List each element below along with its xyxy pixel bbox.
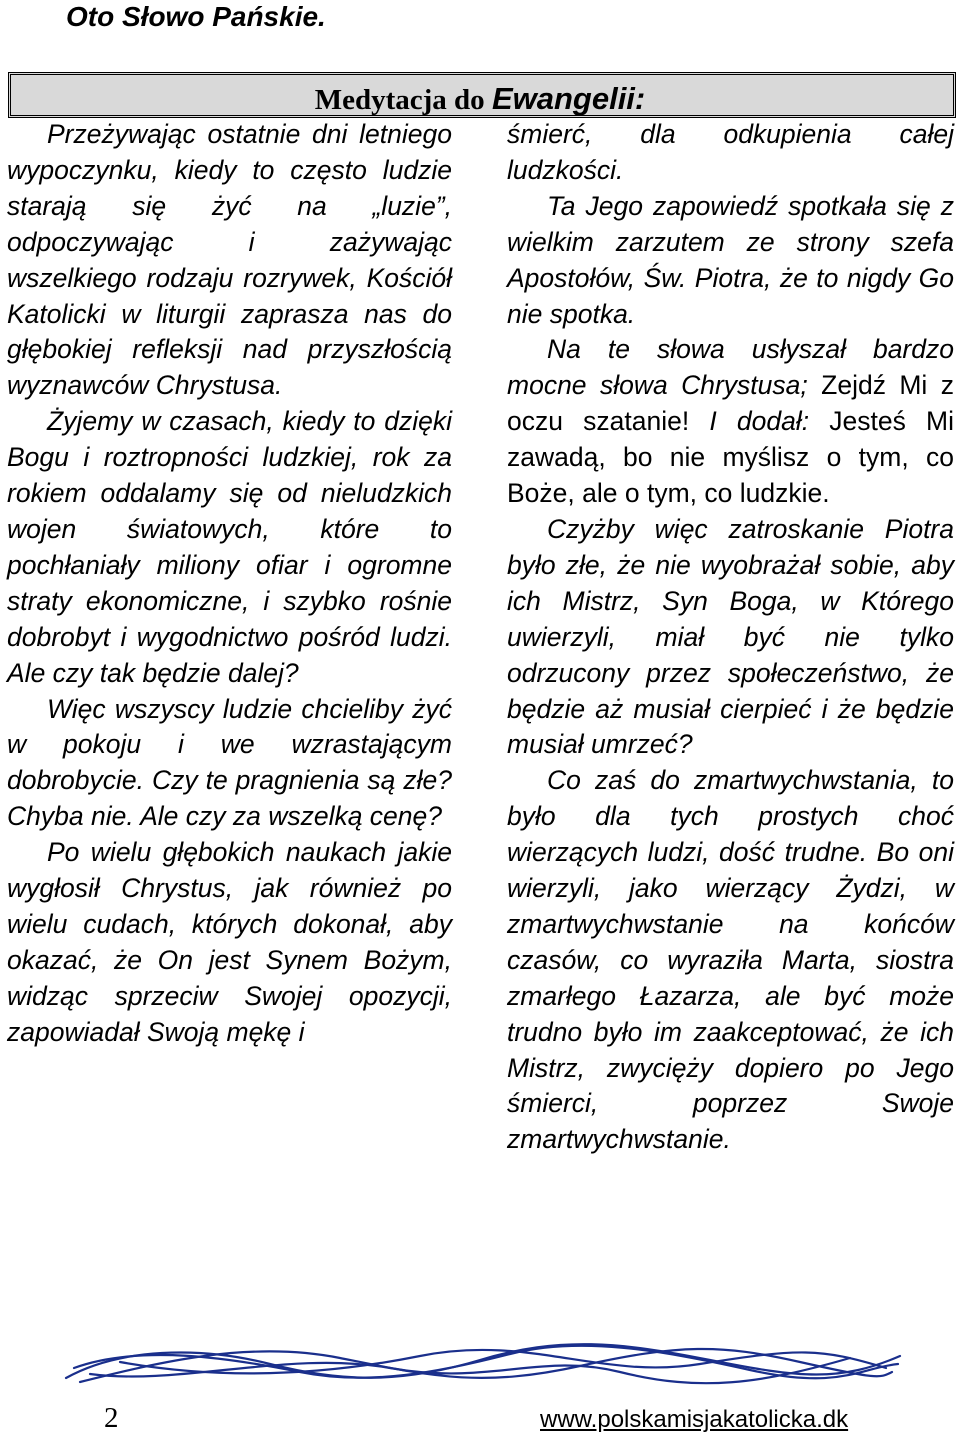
page-number: 2 xyxy=(104,1402,119,1434)
christ-quote-1: Zejdź Mi z oczu szatanie! xyxy=(507,370,954,437)
christ-quote-2: Jesteś Mi zawadą, bo nie myślisz o tym, co Boże, ale o tym, co ludzkie. xyxy=(507,406,954,509)
left-paragraph-1: Przeżywając ostatnie dni letniego wypoczynku, kiedy to często ludzie starają się żyć na „luzie”, odpoczywając i zażywając wszelkiego rodzaju rozrywek, Kościół Katolicki w liturgii zaprasza nas do głębokiej refleksji nad przyszłością wyznawców Chrystusa. xyxy=(7,119,452,401)
left-paragraph-2: Żyjemy w czasach, kiedy to dzięki Bogu i roztropności ludzkiej, rok za rokiem oddalamy się od nieludzkich wojen światowych, które to pochłaniały miliony ofiar i ogromne straty ekonomiczne, i szybko rośnie dobrobyt i wygodnictwo pośród ludzi. Ale czy tak będzie dalej? xyxy=(7,406,452,688)
right-paragraph-4: Co zaś do zmartwychwstania, to było dla tych prostych choć wierzących ludzi, dość trudne. Bo oni wierzyli, jako wierzący Żydzi, w zmartwychwstanie na końców czasów, co wyraziła Marta, siostra zmarłego Łazarza, ale być może trudno było im zaakceptować, że ich Mistrz, zwycięży dopiero po Jego śmierci, poprzez Swoje zmartwychwstanie. xyxy=(507,765,954,1155)
banner-title xyxy=(0,80,960,120)
left-paragraph-3: Więc wszyscy ludzie chcieliby żyć w pokoju i we wzrastającym dobrobycie. Czy te pragnienia są złe? Chyba nie. Ale czy za wszelką cenę? xyxy=(7,693,452,832)
right-paragraph-2-mid: I dodał: xyxy=(709,406,810,437)
header-line: Oto Słowo Pańskie. xyxy=(66,1,326,32)
right-paragraph-2 xyxy=(507,332,954,512)
right-continuation: śmierć, dla odkupienia całej ludzkości. xyxy=(507,119,954,185)
banner-title-accent: Ewangelii: xyxy=(491,81,646,116)
right-paragraph-2-lead: Na te słowa usłyszał bardzo mocne słowa Chrystusa; xyxy=(507,334,954,401)
left-column xyxy=(7,117,452,1051)
right-paragraph-3: Czyżby więc zatroskanie Piotra było złe, że nie wyobrażał sobie, aby ich Mistrz, Syn Boga, w Którego uwierzyli, miał być nie tylko odrzucony przez społeczeństwo, że będzie aż musiał cierpieć i że będzie musiał umrzeć? xyxy=(507,513,954,760)
right-column xyxy=(507,117,954,1158)
decorative-swirl-divider xyxy=(60,1338,906,1392)
website-link[interactable]: www.polskamisjakatolicka.dk xyxy=(540,1406,849,1433)
left-paragraph-4: Po wielu głębokich naukach jakie wygłosił Chrystus, jak również po wielu cudach, których dokonał, aby okazać, że On jest Synem Bożym, widząc sprzeciw Swojej opozycji, zapowiadał Swoją mękę i xyxy=(7,837,452,1047)
banner-title-prefix: Medytacja do xyxy=(314,84,492,116)
right-paragraph-1: Ta Jego zapowiedź spotkała się z wielkim zarzutem ze strony szefa Apostołów, Św. Piotra, że to nigdy Go nie spotka. xyxy=(507,190,954,329)
